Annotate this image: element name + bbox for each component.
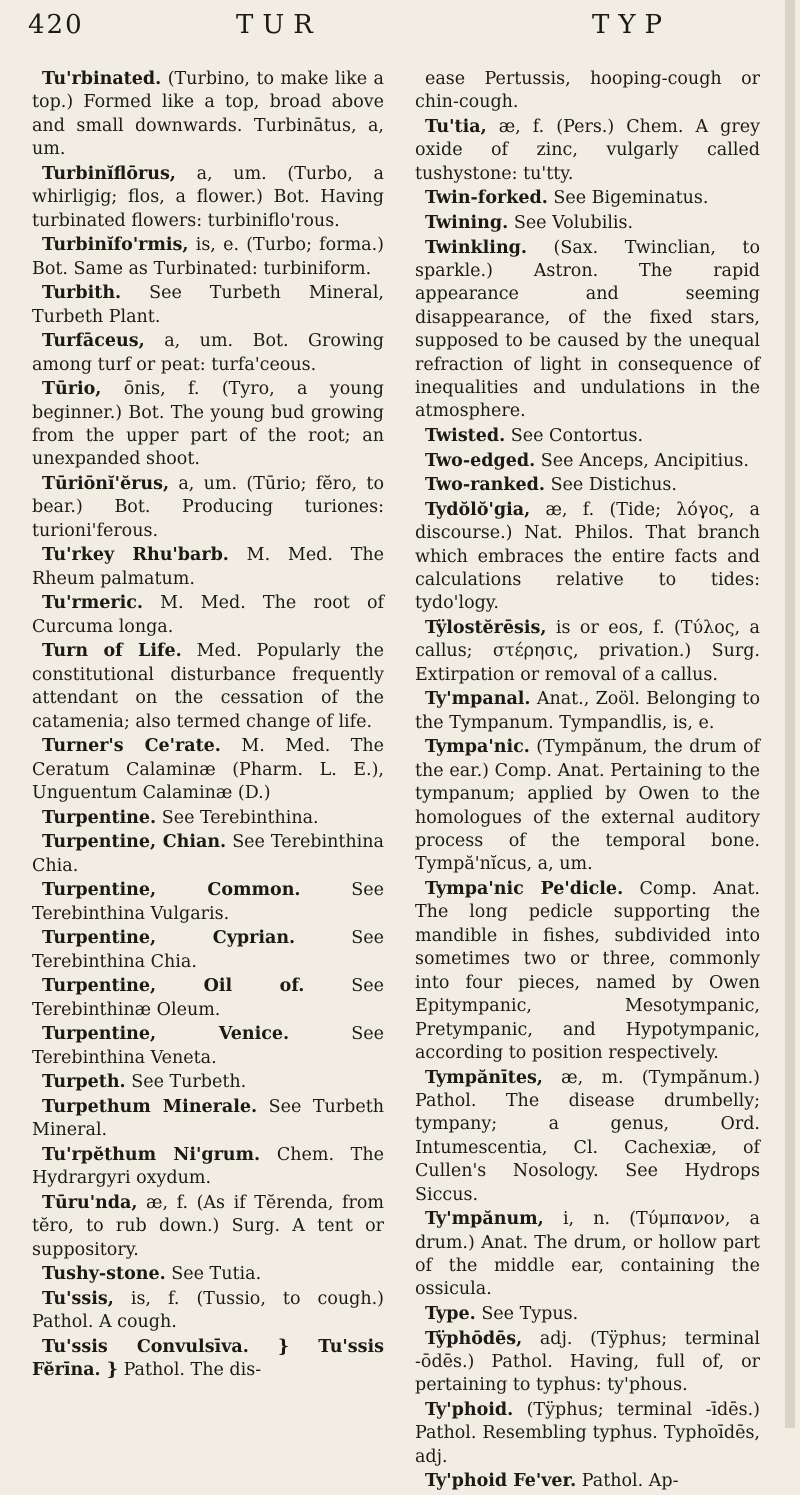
dictionary-entry — [32, 879, 384, 926]
dictionary-entry — [415, 187, 760, 210]
entry-headword: Turfāceus, — [42, 331, 145, 352]
dictionary-entry — [32, 831, 384, 878]
entry-headword: Tÿlostĕrēsis, — [425, 618, 547, 639]
dictionary-entry — [32, 1096, 384, 1143]
dictionary-entry — [32, 807, 384, 830]
left-column — [32, 68, 384, 1384]
entry-definition: M. Med. The Ceratum Calaminæ (Pharm. L. E.), Unguentum Calaminæ (D.) — [32, 736, 384, 804]
dictionary-entry — [32, 473, 384, 543]
entry-headword: Turpeth. — [42, 1072, 126, 1093]
entry-headword: Tu'ssis, — [42, 1288, 114, 1309]
entry-headword: Tydŏlŏ'gia, — [425, 499, 531, 520]
dictionary-entry — [415, 736, 760, 876]
dictionary-entry — [32, 1144, 384, 1191]
entry-headword: Turpentine, Chian. — [42, 832, 227, 853]
dictionary-entry — [415, 1470, 760, 1493]
entry-definition: Comp. Anat. The long pedicle supporting the mandible in fishes, subdivided into sometimes two or three, commonly into four pieces, named by Owen Epitympanic, Mesotympanic, Pretympanic, and Hypotympanic, according to position respectively. — [415, 879, 760, 1063]
entry-definition: See Turbeth Mineral. — [32, 1096, 384, 1141]
right-column — [415, 68, 760, 1495]
entry-definition: (Tÿphus; terminal -īdēs.) Pathol. Resembling typhus. Typhoīdēs, adj. — [415, 1399, 760, 1467]
entry-definition: See Contortus. — [510, 426, 644, 447]
dictionary-entry — [415, 1208, 760, 1302]
entry-headword: Turpentine, Cyprian. — [42, 928, 296, 949]
dictionary-entry — [415, 1067, 760, 1207]
entry-definition: See Typus. — [481, 1303, 579, 1324]
entry-headword: Tympănītes, — [425, 1067, 543, 1088]
entry-definition: See Terebinthinæ Oleum. — [32, 976, 384, 1020]
entry-definition: Chem. The Hydrargyri oxydum. — [32, 1144, 384, 1189]
dictionary-entry — [32, 1071, 384, 1094]
dictionary-entry — [32, 163, 384, 233]
entry-headword: Tu'ssis Convulsīva. } Tu'ssis Fĕrīna. } — [32, 1336, 384, 1381]
entry-definition: Med. Popularly the constitutional disturbance frequently attendant on the cessation of the catamenia; also termed change of life. — [32, 641, 384, 732]
entry-definition: See Turbeth. — [131, 1072, 247, 1093]
entry-headword: Twining. — [425, 213, 509, 233]
dictionary-entry — [415, 474, 760, 497]
entry-definition: ōnis, f. (Tyro, a young beginner.) Bot. The young bud growing from the upper part of the root; an unexpanded shoot. — [32, 379, 384, 470]
dictionary-entry — [32, 927, 384, 974]
entry-definition: (Tympănum, the drum of the ear.) Comp. Anat. Pertaining to the tympanum; applied by Owen to the homologues of the external auditory process of the temporal bone. Tympă'nĭcus, a, um. — [415, 737, 760, 875]
entry-definition: æ, f. (As if Tĕrenda, from tĕro, to rub down.) Surg. A tent or suppository. — [32, 1192, 384, 1260]
entry-definition: Pathol. The dis- — [123, 1360, 262, 1381]
entry-definition: æ, f. (Pers.) Chem. A grey oxide of zinc, vulgarly called tushystone: tu'tty. — [415, 117, 760, 184]
dictionary-entry — [32, 330, 384, 377]
entry-headword: Two-edged. — [425, 450, 536, 471]
entry-definition: See Bigeminatus. — [553, 188, 709, 209]
entry-definition: æ, m. (Tympănum.) Pathol. The disease drumbelly; tympany; a genus, Ord. Intumescentia, Cl. Cachexiæ, of Cullen's Nosology. See Hydrops Siccus. — [415, 1067, 760, 1205]
entry-definition: ease Pertussis, hooping-cough or chin-cough. — [415, 69, 760, 113]
entry-definition: See Terebinthina Vulgaris. — [32, 880, 384, 924]
entry-definition: a, um. (Tūrio; fĕro, to bear.) Bot. Producing turiones: turioni'ferous. — [32, 474, 384, 541]
dictionary-entry — [415, 116, 760, 186]
entry-headword: Turpentine. — [42, 807, 157, 828]
entry-definition: adj. (Tÿphus; terminal -ōdēs.) Pathol. Having, full of, or pertaining to typhus: ty'phous. — [415, 1328, 760, 1396]
entry-headword: Turbinĭfo'rmis, — [42, 235, 189, 256]
dictionary-entry — [415, 237, 760, 424]
entry-headword: Tu'rkey Rhu'barb. — [42, 545, 229, 566]
dictionary-entry — [415, 688, 760, 735]
entry-headword: Tÿphōdēs, — [425, 1328, 523, 1349]
entry-definition: æ, f. (Tide; λόγος, a discourse.) Nat. Philos. That branch which embraces the entire facts and calculations relative to tides: tydo'logy. — [415, 499, 760, 614]
page-number: 420 — [28, 10, 84, 40]
entry-headword: Twisted. — [425, 426, 506, 447]
entry-headword: Turn of Life. — [42, 641, 182, 662]
entry-headword: Tushy-stone. — [42, 1264, 166, 1285]
entry-headword: Ty'phoid. — [425, 1399, 514, 1420]
entry-headword: Turbinĭflōrus, — [42, 163, 176, 184]
dictionary-entry — [32, 68, 384, 162]
entry-headword: Tūriōnĭ'ĕrus, — [42, 474, 170, 495]
entry-headword: Turpentine, Common. — [42, 880, 301, 901]
entry-definition: i, n. (Τύμπανον, a drum.) Anat. The drum, or hollow part of the middle ear, containing the ossicula. — [415, 1209, 760, 1300]
dictionary-entry — [415, 617, 760, 687]
dictionary-entry — [415, 878, 760, 1065]
right-guide-word: TYP — [592, 10, 671, 40]
entry-definition: M. Med. The Rheum palmatum. — [32, 545, 384, 589]
dictionary-entry — [32, 234, 384, 281]
entry-headword: Tu'rpĕthum Ni'grum. — [42, 1144, 261, 1165]
entry-definition: is, e. (Turbo; forma.) Bot. Same as Turbinated: turbiniform. — [32, 235, 384, 279]
dictionary-entry — [415, 425, 760, 448]
dictionary-entry — [32, 378, 384, 472]
entry-headword: Tympa'nic. — [425, 737, 530, 758]
entry-headword: Two-ranked. — [425, 475, 545, 496]
entry-definition: See Turbeth Mineral, Turbeth Plant. — [32, 283, 384, 327]
entry-definition: See Terebinthina Veneta. — [32, 1024, 384, 1068]
page-edge — [785, 0, 795, 1428]
left-guide-word: TUR — [236, 10, 322, 40]
entry-headword: Tympa'nic Pe'dicle. — [425, 879, 624, 900]
entry-definition: (Sax. Twinclian, to sparkle.) Astron. The rapid appearance and seeming disappearance, of the fixed stars, supposed to be caused by the unequal refraction of light in consequence of inequalities and undulations in the atmosphere. — [415, 237, 760, 422]
dictionary-entry — [32, 282, 384, 329]
dictionary-entry — [32, 544, 384, 591]
entry-headword: Tūrio, — [42, 379, 102, 400]
entry-headword: Turpethum Minerale. — [42, 1096, 258, 1117]
entry-definition: See Anceps, Ancipitius. — [540, 450, 749, 471]
entry-headword: Turner's Ce'rate. — [42, 736, 221, 757]
dictionary-entry — [415, 68, 760, 115]
entry-headword: Ty'phoid Fe'ver. — [425, 1471, 577, 1492]
dictionary-entry — [415, 212, 760, 235]
entry-headword: Twinkling. — [425, 237, 528, 258]
entry-definition: (Turbino, to make like a top.) Formed like a top, broad above and small downwards. Turbinātus, a, um. — [32, 69, 384, 160]
entry-headword: Turpentine, Oil of. — [42, 976, 305, 997]
entry-headword: Tūru'nda, — [42, 1192, 138, 1213]
entry-definition: a, um. (Turbo, a whirligig; flos, a flower.) Bot. Having turbinated flowers: turbiniflo'rous. — [32, 163, 384, 231]
entry-headword: Twin-forked. — [425, 188, 548, 209]
entry-definition: See Distichus. — [550, 475, 677, 496]
entry-definition: See Terebinthina Chia. — [32, 832, 384, 876]
dictionary-entry — [32, 1263, 384, 1286]
dictionary-entry — [32, 975, 384, 1022]
entry-headword: Ty'mpanal. — [425, 689, 531, 710]
dictionary-entry — [32, 592, 384, 639]
entry-definition: is, f. (Tussio, to cough.) Pathol. A cough. — [32, 1288, 384, 1333]
dictionary-entry — [415, 1303, 760, 1326]
entry-headword: Tu'rbinated. — [42, 69, 162, 89]
dictionary-entry — [32, 1336, 384, 1383]
dictionary-entry — [32, 1192, 384, 1262]
dictionary-entry — [415, 499, 760, 616]
entry-definition: a, um. Bot. Growing among turf or peat: turfa'ceous. — [32, 331, 384, 375]
entry-headword: Type. — [425, 1303, 476, 1324]
entry-definition: M. Med. The root of Curcuma longa. — [32, 593, 384, 637]
entry-definition: See Terebinthina Chia. — [32, 928, 384, 972]
dictionary-entry — [32, 1023, 384, 1070]
entry-definition: See Tutia. — [171, 1264, 262, 1285]
dictionary-entry — [415, 450, 760, 473]
dictionary-entry — [415, 1328, 760, 1398]
entry-definition: See Terebinthina. — [161, 807, 319, 828]
dictionary-entry — [32, 1288, 384, 1335]
entry-definition: Pathol. Ap- — [581, 1471, 679, 1492]
entry-headword: Ty'mpănum, — [425, 1209, 544, 1230]
entry-headword: Tu'tia, — [425, 117, 487, 137]
entry-definition: Anat., Zoöl. Belonging to the Tympanum. Tympandlis, is, e. — [415, 689, 760, 733]
entry-headword: Turpentine, Venice. — [42, 1024, 290, 1045]
dictionary-entry — [32, 735, 384, 805]
entry-definition: See Volubilis. — [513, 213, 634, 233]
dictionary-entry — [415, 1399, 760, 1469]
entry-headword: Turbith. — [42, 283, 122, 304]
entry-definition: is or eos, f. (Τύλος, a callus; στέρησις, privation.) Surg. Extirpation or removal of a callus. — [415, 618, 760, 685]
dictionary-entry — [32, 640, 384, 734]
entry-headword: Tu'rmeric. — [42, 593, 143, 614]
